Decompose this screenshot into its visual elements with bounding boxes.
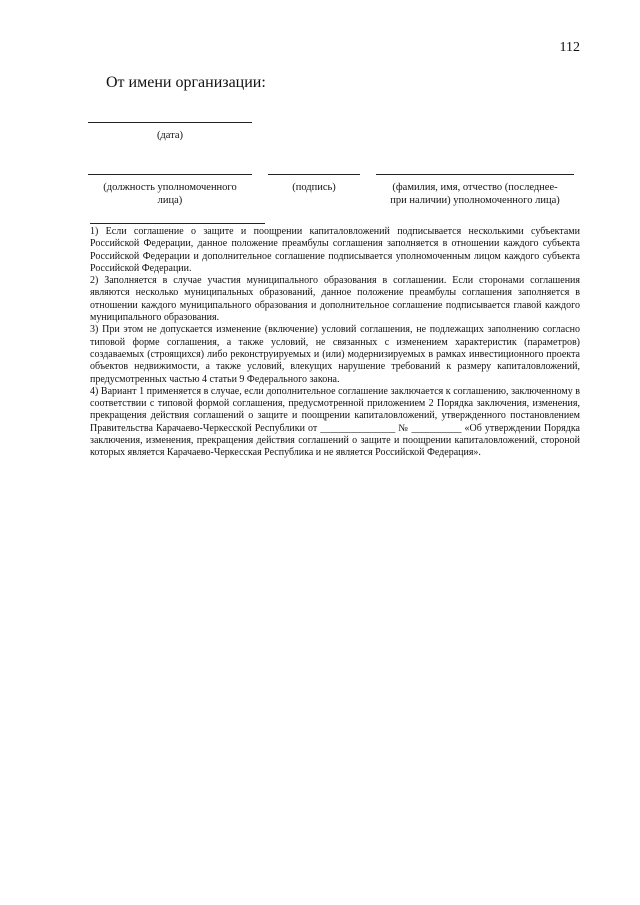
position-caption — [80, 181, 260, 207]
name-caption — [368, 181, 582, 207]
page-number: 112 — [559, 40, 580, 55]
footnote-4: 4) Вариант 1 применяется в случае, если дополнительное соглашение заключается к соглашению, заключенному в соответствии с типовой формой соглашения, предусмотренной приложением 2 Порядка заключения, изменения, прекращения действия соглашений о защите и поощрении капиталовложений, утвержденного постановлением Правительства Карачаево-Черкесской Республики от _______________ № __________ «Об утверждении Порядка заключения, изменения, прекращения действия соглашений о защите и поощрении капиталовложений, стороной которых является Карачаево-Черкесская Республика и не является Российской Федерация». — [90, 385, 580, 459]
signature-caption: (подпись) — [292, 182, 336, 193]
organization-heading: От имени организации: — [106, 74, 266, 91]
footnote-2: 2) Заполняется в случае участия муниципального образования в соглашении. Если сторонами соглашения являются несколько муниципальных образований, данное положение преамбулы соглашения заполняется в отношении каждого муниципального образования и дополнительное соглашение подписывается главой каждого муниципального образования. — [90, 275, 580, 324]
date-line — [88, 122, 252, 123]
position-caption-line1: (должность уполномоченного — [103, 182, 237, 193]
footnotes-divider — [90, 223, 265, 224]
signature-line — [268, 174, 360, 175]
footnote-1: 1) Если соглашение о защите и поощрении капиталовложений подписывается несколькими субъектами Российской Федерации, данное положение преамбулы соглашения заполняется в отношении каждого субъекта Российской Федерации и дополнительное соглашение подписывается уполномоченным лицом каждого субъекта Российской Федерации. — [90, 226, 580, 274]
position-line — [88, 174, 252, 175]
name-line — [376, 174, 574, 175]
footnote-3: 3) При этом не допускается изменение (включение) условий соглашения, не подлежащих заполнению согласно типовой форме соглашения, а также условий, не связанных с изменением характеристик (параметров) создаваемых (строящихся) либо реконструируемых и (или) модернизируемых в рамках инвестиционного проекта объектов недвижимости, а также условий, влекущих нарушение требований к размеру капиталовложений, предусмотренных частью 4 статьи 9 Федерального закона. — [90, 324, 580, 385]
name-caption-line1: (фамилия, имя, отчество (последнее- — [392, 182, 558, 193]
date-caption: (дата) — [156, 130, 184, 141]
name-caption-line2: при наличии) уполномоченного лица) — [390, 195, 560, 206]
position-caption-line2: лица) — [157, 195, 183, 206]
footnotes — [90, 226, 580, 460]
